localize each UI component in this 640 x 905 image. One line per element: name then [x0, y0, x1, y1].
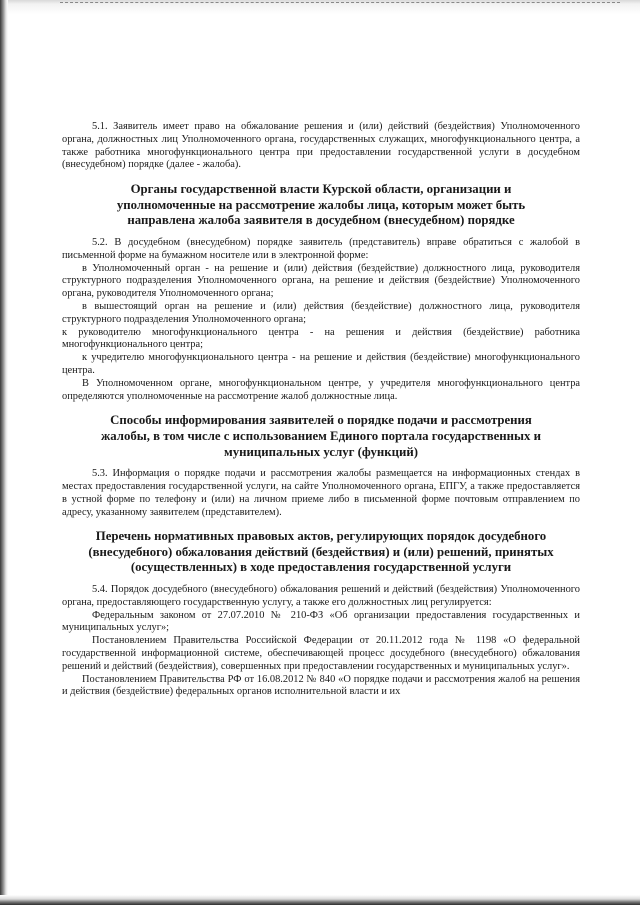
paragraph-5-4-decree-1198: Постановлением Правительства Российской Федерации от 20.11.2012 года № 1198 «О федеральной государственной информационной системе, обеспечивающей процесс досудебного (внесудебного) обжалования решений и действий (бездействия), совершенных при предоставлении государственных и муниципальных услуг».: [62, 635, 580, 672]
paragraph-5-2: 5.2. В досудебном (внесудебном) порядке заявитель (представитель) вправе обратиться с жалобой в письменной форме на бумажном носителе или в электронной форме:: [62, 236, 580, 261]
heading-informing: Способы информирования заявителей о порядке подачи и рассмотрения жалобы, в том числе с использованием Единого портала государственных и муниципальных услуг (функций): [100, 413, 541, 459]
heading-normative-acts: Перечень нормативных правовых актов, регулирующих порядок досудебного (внесудебного) обжалования действий (бездействия) и (или) решений, принятых (осуществленных) в ходе предоставления государственной услуги: [88, 529, 554, 575]
paragraph-5-4-decree-840: Постановлением Правительства РФ от 16.08.2012 № 840 «О порядке подачи и рассмотрения жалоб на решения и действия (бездействие) федеральных органов исполнительной власти и их: [62, 673, 580, 698]
paragraph-5-4: 5.4. Порядок досудебного (внесудебного) обжалования решений и действий (бездействия) Уполномоченного органа, предоставляющего государственную услугу, а также его должностных лиц регулируется:: [62, 584, 580, 608]
paragraph-5-2-item-4: к учредителю многофункционального центра - на решение и действия (бездействие) многофункционального центра.: [62, 352, 580, 376]
paragraph-5-2-item-3: к руководителю многофункционального центра - на решения и действия (бездействие) работника многофункционального центра;: [62, 326, 580, 351]
paragraph-5-2-item-2: в вышестоящий орган на решение и (или) действия (бездействие) должностного лица, руководителя структурного подразделения Уполномоченного органа;: [62, 300, 580, 325]
scan-bottom-edge: [0, 895, 640, 905]
heading-organs: Органы государственной власти Курской области, организации и уполномоченные на рассмотрение жалобы лица, которым может быть направлена жалоба заявителя в досудебном (внесудебном) порядке: [116, 182, 526, 228]
paragraph-5-2-item-5: В Уполномоченном органе, многофункциональном центре, у учредителя многофункционального центра определяются уполномоченные на рассмотрение жалоб должностные лица.: [62, 377, 580, 402]
scan-top-dash: [60, 2, 620, 5]
paragraph-5-3: 5.3. Информация о порядке подачи и рассмотрения жалобы размещается на информационных стендах в местах предоставления государственной услуги, на сайте Уполномоченного органа, ЕПГУ, а также предоставляется в устной форме по телефону и (или) на личном приеме либо в письменной форме почтовым отправлением по адресу, указанному заявителем (представителем).: [62, 468, 580, 518]
paragraph-5-2-item-1: в Уполномоченный орган - на решение и (или) действия (бездействие) должностного лица, руководителя структурного подразделения Уполномоченного органа, на решение и действия (бездействие) Уполномоченного органа, руководителя Уполномоченного органа;: [62, 262, 580, 300]
paragraph-5-1: 5.1. Заявитель имеет право на обжалование решения и (или) действий (бездействия) Уполномоченного органа, должностных лиц Уполномоченного органа, государственных служащих, многофункционального центра, а также работника многофункционального центра при предоставлении государственной услуги в досудебном (внесудебном) порядке (далее - жалоба).: [62, 121, 580, 171]
scan-left-edge: [0, 0, 8, 905]
paragraph-5-4-law-210: Федеральным законом от 27.07.2010 № 210-ФЗ «Об организации предоставления государственных и муниципальных услуг»;: [62, 609, 580, 634]
document-page: [62, 121, 580, 699]
